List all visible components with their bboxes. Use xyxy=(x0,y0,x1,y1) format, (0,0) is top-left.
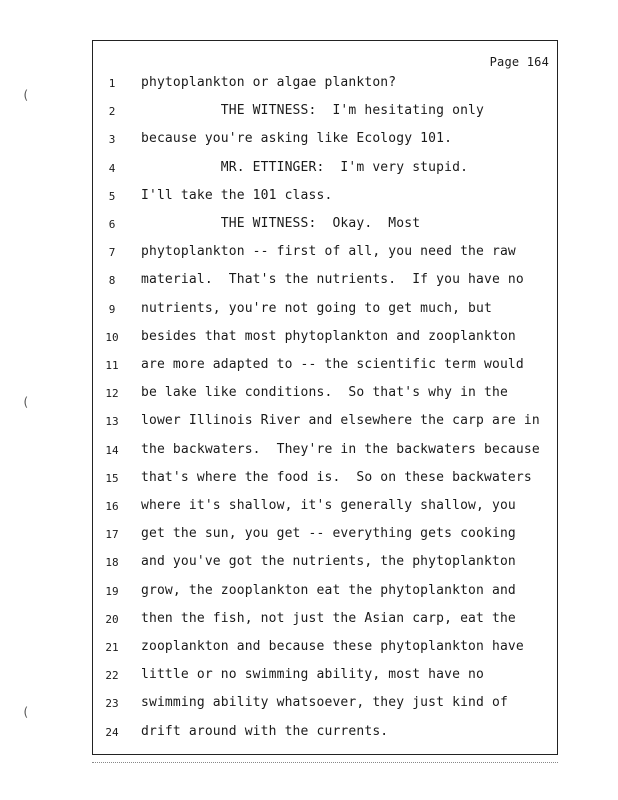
transcript-line xyxy=(93,244,559,262)
transcript-line xyxy=(93,554,559,572)
transcript-line xyxy=(93,103,559,121)
line-number: 17 xyxy=(105,528,119,542)
line-text: grow, the zooplankton eat the phytoplankton and xyxy=(141,582,516,598)
line-text: and you've got the nutrients, the phytoplankton xyxy=(141,554,516,570)
line-text: THE WITNESS: I'm hesitating only xyxy=(141,103,484,119)
line-number: 10 xyxy=(105,330,119,344)
line-number: 15 xyxy=(105,471,119,485)
line-number: 7 xyxy=(108,246,116,260)
line-text: are more adapted to -- the scientific term would xyxy=(141,357,524,372)
line-text: get the sun, you get -- everything gets cooking xyxy=(141,526,516,542)
line-number: 19 xyxy=(105,584,119,598)
transcript-line xyxy=(93,216,559,234)
line-number: 4 xyxy=(108,161,116,175)
transcript-line xyxy=(93,639,559,657)
line-text: phytoplankton or algae plankton? xyxy=(141,75,397,90)
transcript-line xyxy=(93,695,559,713)
line-number: 3 xyxy=(108,133,116,147)
line-text: because you're asking like Ecology 101. xyxy=(141,131,453,147)
line-number: 22 xyxy=(105,669,119,683)
transcript-line xyxy=(93,667,559,685)
line-number: 21 xyxy=(105,641,119,654)
transcript-page xyxy=(92,40,558,755)
line-number: 1 xyxy=(108,77,116,90)
transcript-line xyxy=(93,413,559,431)
transcript-line xyxy=(93,498,559,516)
transcript-line xyxy=(93,583,559,601)
line-number: 5 xyxy=(108,189,116,203)
page-number: Page 164 xyxy=(489,55,549,69)
transcript-line xyxy=(93,131,559,149)
margin-mark: ( xyxy=(22,705,30,719)
margin-mark: ( xyxy=(22,88,30,102)
transcript-line xyxy=(93,470,559,488)
transcript-line xyxy=(93,188,559,206)
line-number: 12 xyxy=(105,387,119,401)
line-text: zooplankton and because these phytoplankton have xyxy=(141,639,524,654)
line-text: phytoplankton -- first of all, you need the raw xyxy=(141,244,516,260)
transcript-line xyxy=(93,75,559,93)
line-text: swimming ability whatsoever, they just kind of xyxy=(141,695,508,711)
line-number: 20 xyxy=(105,612,119,626)
line-text: nutrients, you're not going to get much, but xyxy=(141,300,492,316)
line-number: 18 xyxy=(105,556,119,570)
line-text: where it's shallow, it's generally shallow, you xyxy=(141,498,516,513)
line-text: besides that most phytoplankton and zooplankton xyxy=(141,328,516,344)
scan-edge xyxy=(92,762,558,763)
transcript-line xyxy=(93,160,559,178)
line-number: 16 xyxy=(105,500,119,513)
line-text: MR. ETTINGER: I'm very stupid. xyxy=(141,159,469,175)
transcript-line xyxy=(93,272,559,290)
line-text: material. That's the nutrients. If you have no xyxy=(141,272,524,288)
margin-mark: ( xyxy=(22,395,30,409)
transcript-line xyxy=(93,357,559,375)
line-text: that's where the food is. So on these backwaters xyxy=(141,469,532,485)
line-text: the backwaters. They're in the backwaters because xyxy=(141,441,540,457)
line-number: 8 xyxy=(108,274,116,288)
line-number: 9 xyxy=(108,302,116,316)
transcript-line xyxy=(93,385,559,403)
transcript-line xyxy=(93,611,559,629)
line-number: 23 xyxy=(105,697,119,711)
line-number: 14 xyxy=(105,443,119,457)
line-text: THE WITNESS: Okay. Most xyxy=(141,216,421,231)
line-number: 2 xyxy=(108,105,116,119)
line-text: lower Illinois River and elsewhere the carp are in xyxy=(141,413,540,429)
line-number: 6 xyxy=(108,218,116,231)
line-text: little or no swimming ability, most have no xyxy=(141,667,484,683)
transcript-line xyxy=(93,724,559,742)
line-text: be lake like conditions. So that's why in the xyxy=(141,385,508,401)
transcript-line xyxy=(93,301,559,319)
transcript-line xyxy=(93,526,559,544)
line-text: I'll take the 101 class. xyxy=(141,187,333,203)
line-text: drift around with the currents. xyxy=(141,723,389,739)
line-number: 11 xyxy=(105,359,119,372)
transcript-line xyxy=(93,442,559,460)
line-number: 13 xyxy=(105,415,119,429)
transcript-line xyxy=(93,329,559,347)
line-number: 24 xyxy=(105,725,119,739)
line-text: then the fish, not just the Asian carp, eat the xyxy=(141,610,516,626)
